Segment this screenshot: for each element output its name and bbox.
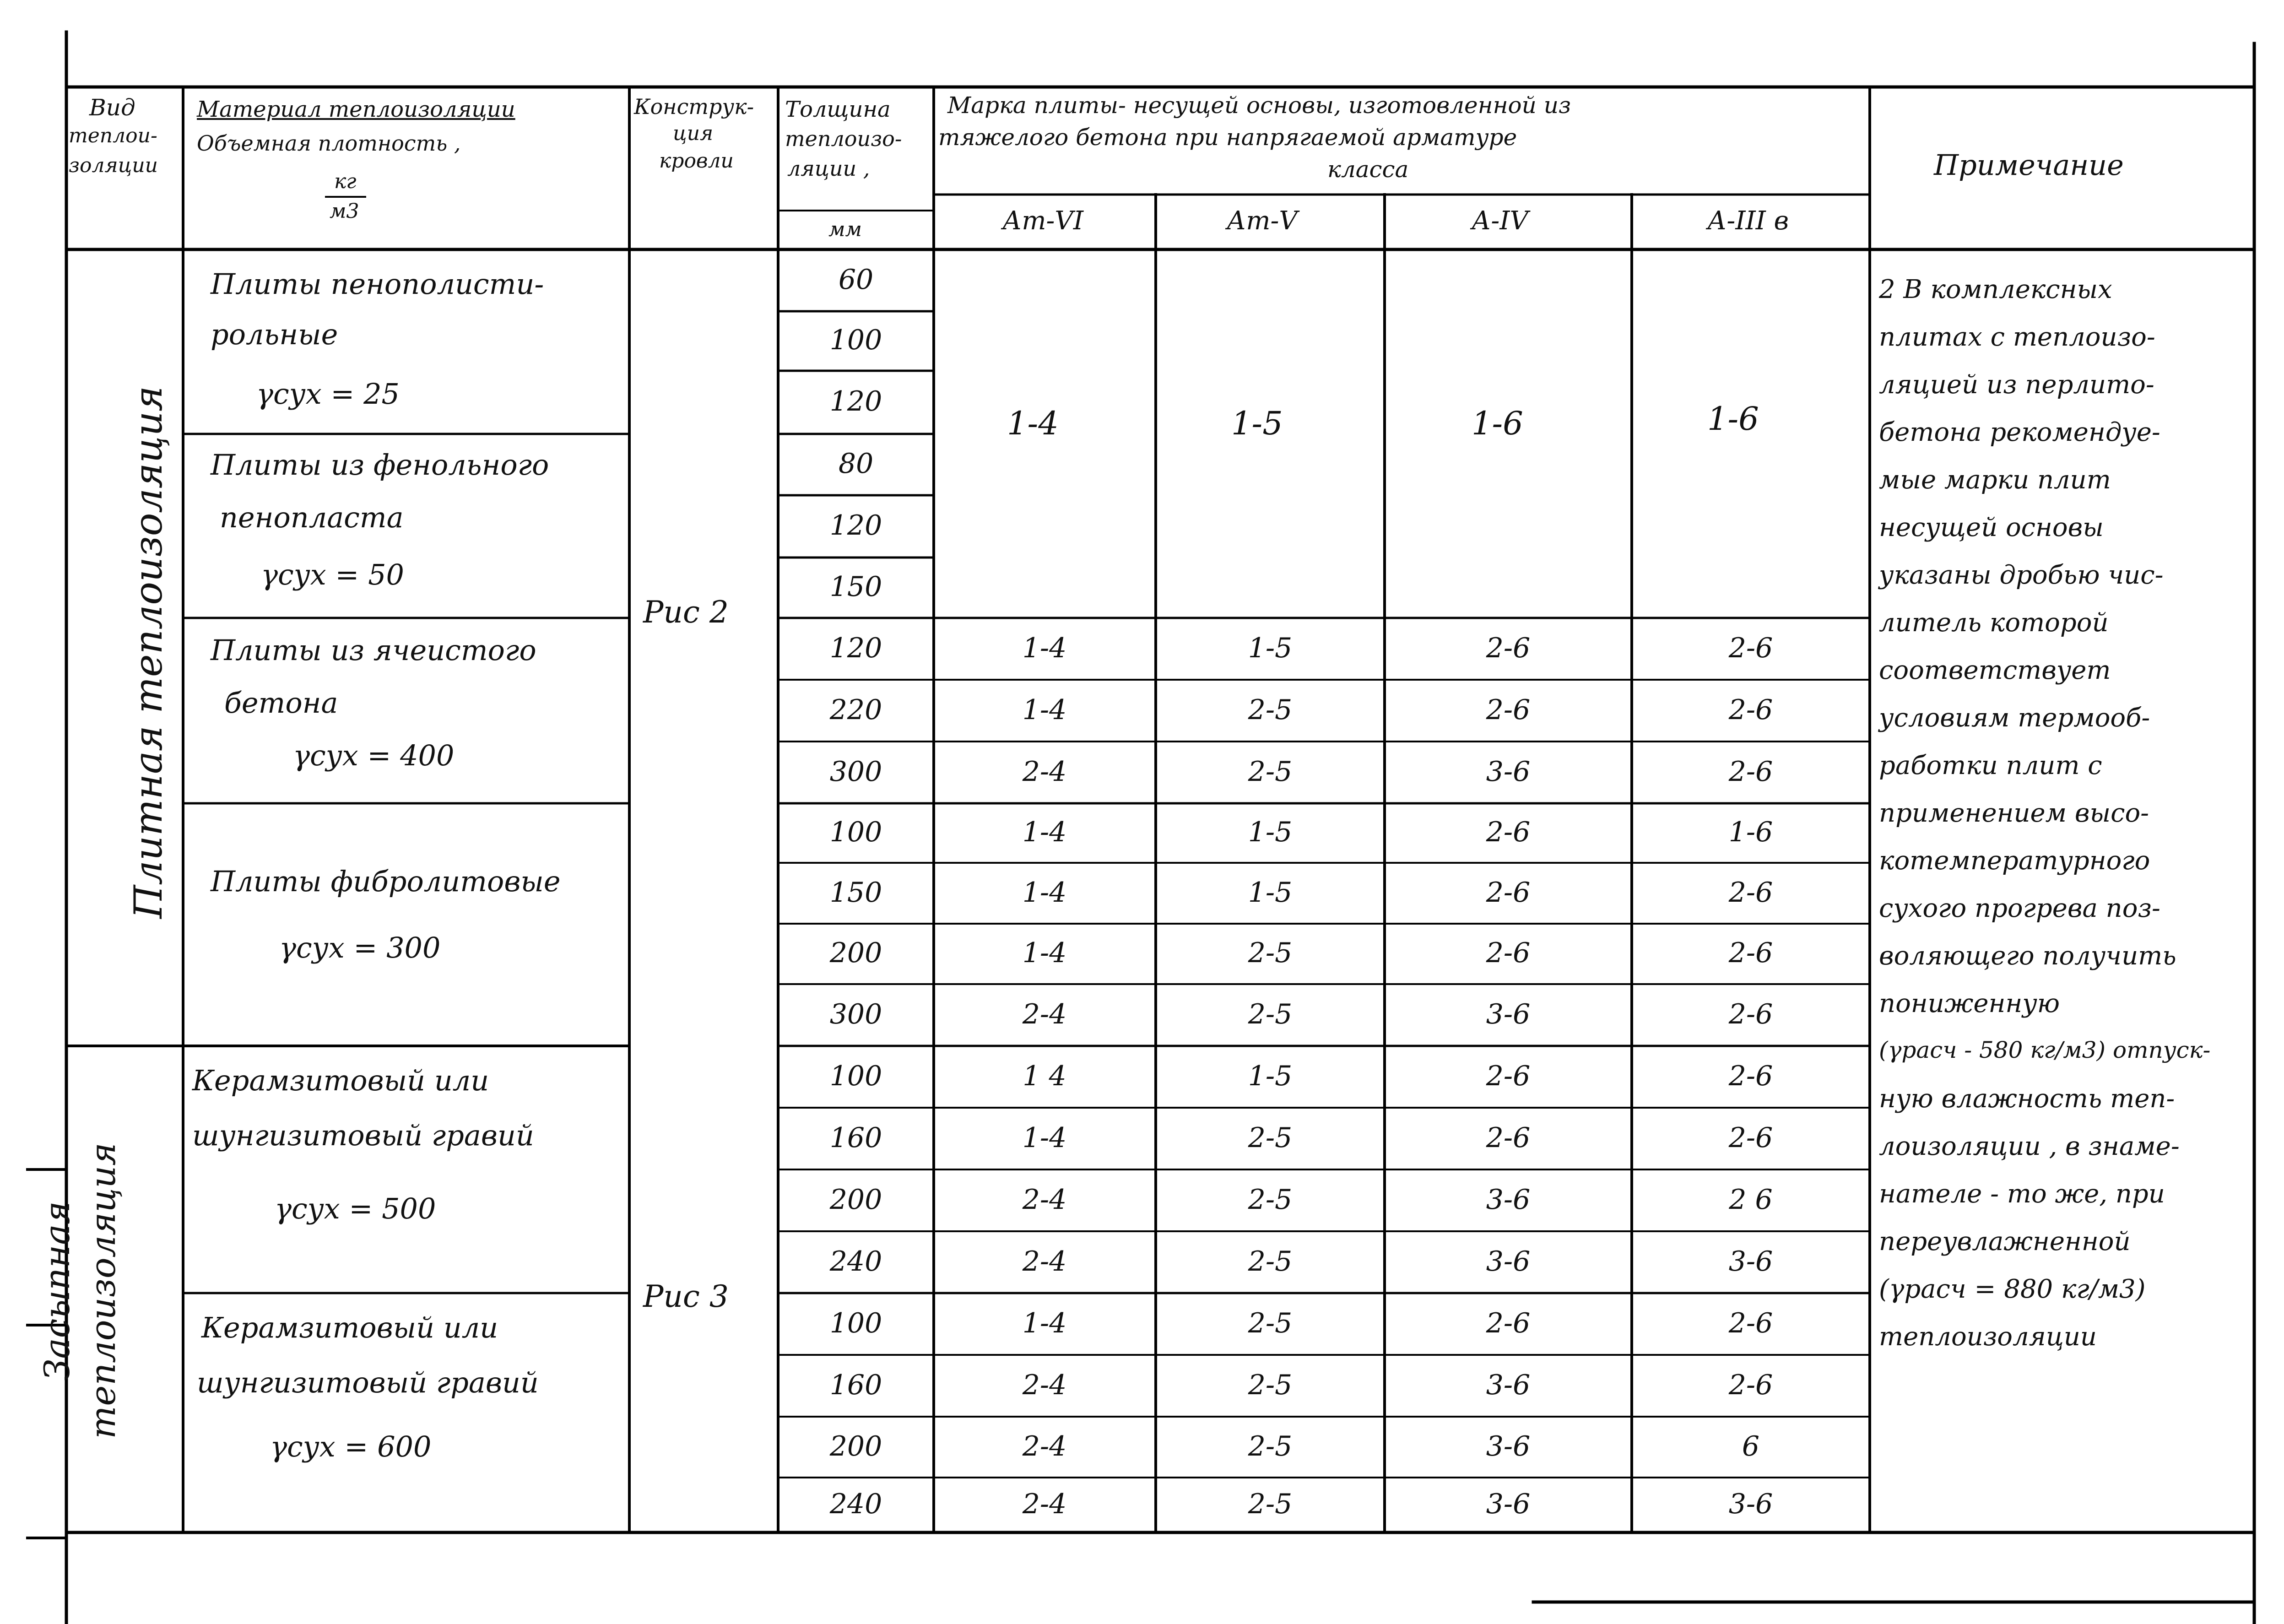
mark-cell: 2-5 [1248, 755, 1293, 788]
header-construction-line3: кровли [659, 149, 734, 173]
mark-cell: 2-6 [1486, 1307, 1531, 1339]
material-5-line2: шунгизитовый гравий [192, 1119, 534, 1152]
note-line: литель которой [1879, 608, 2109, 638]
mark-cell: 2-6 [1728, 1307, 1773, 1339]
mark-cell: 1-5 [1248, 632, 1293, 664]
header-construction-line2: ция [673, 122, 714, 145]
mark-cell: 2-6 [1486, 632, 1531, 664]
mark-cell: 1 4 [1023, 1060, 1066, 1092]
mark-cell: 2-6 [1728, 876, 1773, 909]
mark-cell: 2-4 [1022, 998, 1067, 1030]
thickness-cell: 160 [829, 1121, 882, 1154]
note-line: ляцией из перлито- [1879, 370, 2154, 400]
thickness-cell: 220 [829, 693, 882, 726]
mark-cell: 3-6 [1486, 1430, 1531, 1462]
note-line: (γрасч = 880 кг/м3) [1879, 1274, 2146, 1304]
note-line: пониженную [1879, 989, 2060, 1018]
thickness-cell: 120 [829, 632, 882, 664]
thickness-cell: 100 [829, 324, 882, 356]
note-line: мые марки плит [1879, 465, 2111, 495]
mark-cell: 2-5 [1248, 693, 1293, 726]
note-line: указаны дробью чис- [1879, 560, 2164, 590]
mark-cell: 2-5 [1248, 1369, 1293, 1401]
note-line: 2 В комплексных [1879, 275, 2112, 304]
thickness-cell: 120 [829, 509, 882, 541]
header-marks-line2: тяжелого бетона при напрягаемой арматуре [938, 124, 1517, 151]
note-line: теплоизоляции [1879, 1322, 2097, 1352]
mark-cell: 2-6 [1486, 1121, 1531, 1154]
group-plate-label: Плитная теплоизоляция [126, 386, 171, 919]
note-line: плитах с теплоизо- [1879, 322, 2155, 352]
note-line: несущей основы [1879, 513, 2104, 542]
thickness-cell: 200 [829, 1430, 882, 1462]
header-mark-a4: А-IV [1472, 206, 1528, 236]
header-marks-line3: класса [1327, 156, 1409, 183]
material-1-density: γсух = 25 [256, 377, 400, 411]
thickness-cell: 160 [829, 1369, 882, 1401]
material-2-line1: Плиты из фенольного [211, 448, 549, 482]
construction-ris3: Рис 3 [643, 1279, 729, 1314]
mark-cell: 2-6 [1728, 632, 1773, 664]
thickness-cell: 100 [829, 1307, 882, 1339]
header-thickness-line3: ляции , [787, 156, 870, 181]
mark-cell: 2-5 [1248, 1245, 1293, 1278]
mark-cell: 3-6 [1728, 1488, 1773, 1520]
group-backfill-label-2: теплоизоляция [82, 1142, 123, 1439]
mark-cell: 1-4 [1022, 876, 1067, 909]
mark-cell: 2-6 [1486, 816, 1531, 848]
mark-cell: 3-6 [1486, 755, 1531, 788]
header-col1-line2: теплои- [69, 124, 157, 147]
header-thickness-line1: Толщина [785, 97, 891, 122]
mark-cell: 2-5 [1248, 1307, 1293, 1339]
note-line: соответствует [1879, 655, 2111, 685]
header-col1-line3: золяции [69, 154, 158, 177]
mark-cell: 2-4 [1022, 1369, 1067, 1401]
thickness-cell: 240 [829, 1488, 882, 1520]
note-line: нателе - то же, при [1879, 1179, 2165, 1209]
merged-mark-a4: 1-6 [1472, 405, 1523, 442]
mark-cell: 1-6 [1728, 816, 1773, 848]
mark-cell: 2-5 [1248, 937, 1293, 969]
mark-cell: 2-4 [1022, 1183, 1067, 1216]
header-mark-at6: Ат-VI [1002, 206, 1083, 236]
header-unit-num: кг [334, 170, 357, 193]
thickness-cell: 100 [829, 816, 882, 848]
header-thickness-line2: теплоизо- [785, 126, 902, 151]
note-line: условиям термооб- [1879, 703, 2150, 733]
header-mark-a3v: А-III в [1707, 206, 1789, 236]
thickness-cell: 60 [838, 263, 874, 296]
material-3-line1: Плиты из ячеистого [211, 633, 536, 667]
unit-fraction-bar [325, 196, 366, 198]
mark-cell: 1-4 [1022, 937, 1067, 969]
note-line: сухого прогрева поз- [1879, 893, 2160, 923]
thickness-cell: 100 [829, 1060, 882, 1092]
material-3-line2: бетона [224, 686, 338, 720]
mark-cell: 1-4 [1022, 816, 1067, 848]
material-2-line2: пенопласта [220, 501, 404, 534]
header-mark-at5: Ат-V [1227, 206, 1298, 236]
note-line: лоизоляции , в знаме- [1879, 1131, 2180, 1161]
header-thickness-unit: мм [828, 218, 862, 241]
material-3-density: γсух = 400 [293, 739, 455, 772]
mark-cell: 2-5 [1248, 1183, 1293, 1216]
thickness-cell: 200 [829, 937, 882, 969]
header-construction-line1: Конструк- [634, 94, 754, 119]
material-1-line1: Плиты пенополисти- [211, 267, 544, 301]
material-5-density: γсух = 500 [275, 1192, 436, 1225]
mark-cell: 1-5 [1248, 876, 1293, 909]
note-line: применением высо- [1879, 798, 2149, 828]
mark-cell: 2 6 [1729, 1183, 1773, 1216]
thickness-cell: 120 [829, 385, 882, 417]
header-unit-den: м3 [330, 200, 359, 223]
thickness-cell: 300 [829, 998, 882, 1030]
material-6-density: γсух = 600 [270, 1430, 432, 1463]
merged-mark-at6: 1-4 [1007, 405, 1059, 442]
mark-cell: 2-5 [1248, 998, 1293, 1030]
mark-cell: 2-6 [1486, 937, 1531, 969]
mark-cell: 2-6 [1486, 1060, 1531, 1092]
material-2-density: γсух = 50 [261, 558, 404, 591]
material-6-line2: шунгизитовый гравий [197, 1366, 539, 1399]
mark-cell: 2-6 [1728, 755, 1773, 788]
mark-cell: 2-5 [1248, 1488, 1293, 1520]
thickness-cell: 240 [829, 1245, 882, 1278]
note-line: работки плит с [1879, 751, 2102, 780]
note-line: (γрасч - 580 кг/м3) отпуск- [1879, 1037, 2211, 1063]
thickness-cell: 200 [829, 1183, 882, 1216]
header-marks-line1: Марка плиты- несущей основы, изготовленной из [947, 92, 1571, 119]
mark-cell: 1-4 [1022, 693, 1067, 726]
note-line: переувлажненной [1879, 1227, 2131, 1256]
note-line: котемпературного [1879, 846, 2150, 876]
mark-cell: 3-6 [1486, 1488, 1531, 1520]
group-backfill-label-1: Засыпная [37, 1201, 77, 1380]
mark-cell: 2-6 [1728, 937, 1773, 969]
mark-cell: 3-6 [1486, 998, 1531, 1030]
mark-cell: 3-6 [1486, 1245, 1531, 1278]
note-line: ную влажность теп- [1879, 1084, 2175, 1114]
note-line: бетона рекомендуе- [1879, 417, 2160, 447]
mark-cell: 1-4 [1022, 1121, 1067, 1154]
mark-cell: 2-6 [1728, 998, 1773, 1030]
thickness-cell: 150 [829, 571, 882, 603]
mark-cell: 2-6 [1728, 1060, 1773, 1092]
header-density: Объемная плотность , [197, 131, 461, 156]
mark-cell: 2-6 [1486, 876, 1531, 909]
material-1-line2: рольные [211, 318, 338, 351]
header-note: Примечание [1934, 148, 2124, 182]
mark-cell: 3-6 [1486, 1183, 1531, 1216]
mark-cell: 1-4 [1022, 1307, 1067, 1339]
thickness-cell: 300 [829, 755, 882, 788]
mark-cell: 2-4 [1022, 1430, 1067, 1462]
mark-cell: 6 [1742, 1430, 1760, 1462]
thickness-cell: 80 [838, 448, 874, 480]
construction-ris2: Рис 2 [643, 595, 729, 630]
mark-cell: 2-6 [1728, 1369, 1773, 1401]
mark-cell: 2-4 [1022, 1245, 1067, 1278]
header-material: Материал теплоизоляции [197, 97, 515, 122]
material-4-density: γсух = 300 [279, 931, 441, 964]
mark-cell: 2-4 [1022, 755, 1067, 788]
mark-cell: 2-6 [1728, 1121, 1773, 1154]
material-4-line1: Плиты фибролитовые [211, 865, 561, 898]
mark-cell: 1-5 [1248, 1060, 1293, 1092]
material-5-line1: Керамзитовый или [192, 1064, 489, 1097]
mark-cell: 2-5 [1248, 1430, 1293, 1462]
note-line: воляющего получить [1879, 941, 2176, 971]
mark-cell: 3-6 [1486, 1369, 1531, 1401]
merged-mark-a3v: 1-6 [1707, 400, 1759, 438]
mark-cell: 1-4 [1022, 632, 1067, 664]
mark-cell: 2-6 [1728, 693, 1773, 726]
material-6-line1: Керамзитовый или [201, 1311, 498, 1344]
header-col1-line1: Вид [89, 94, 135, 121]
merged-mark-at5: 1-5 [1231, 405, 1283, 442]
mark-cell: 1-5 [1248, 816, 1293, 848]
mark-cell: 2-5 [1248, 1121, 1293, 1154]
mark-cell: 2-6 [1486, 693, 1531, 726]
thickness-cell: 150 [829, 876, 882, 909]
mark-cell: 2-4 [1022, 1488, 1067, 1520]
mark-cell: 3-6 [1728, 1245, 1773, 1278]
